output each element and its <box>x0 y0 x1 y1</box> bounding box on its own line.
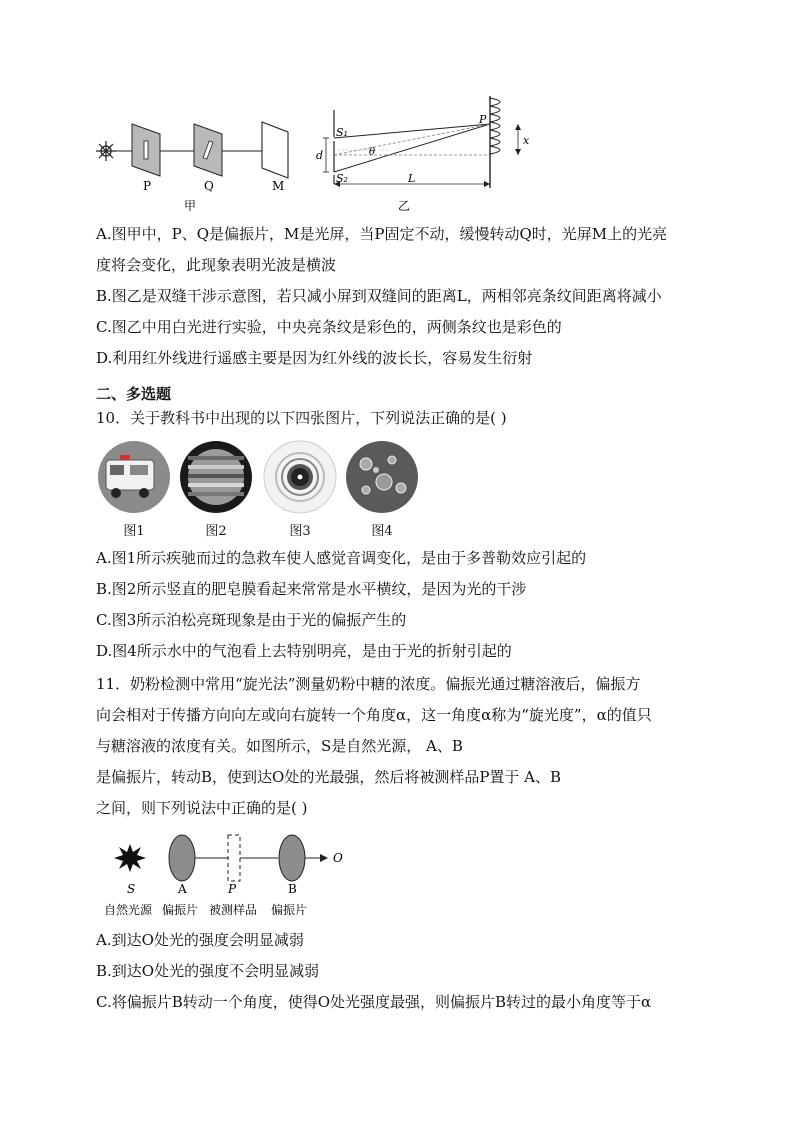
label-s: S <box>127 882 136 896</box>
ambulance-photo <box>98 441 170 513</box>
caption-polarizer-b: 偏振片 <box>271 903 308 917</box>
caption-polarizer-a: 偏振片 <box>162 903 199 917</box>
caption-fig4: 图4 <box>371 524 393 539</box>
label-d: d <box>316 149 324 162</box>
polarizer-a <box>169 835 195 881</box>
label-l: L <box>408 172 416 185</box>
caption-yi: 乙 <box>398 199 411 213</box>
natural-light-source-icon <box>114 844 146 872</box>
label-p-point: P <box>479 113 487 126</box>
q9-option-a: A.图甲中，P、Q是偏振片，M是光屏，当P固定不动，缓慢转动Q时，光屏M上的光亮 <box>96 225 668 243</box>
q9-option-a-cont: 度将会变化，此现象表明光波是横波 <box>96 256 337 274</box>
q11-option-b: B.到达O处光的强度不会明显减弱 <box>96 962 320 980</box>
q10-option-d: D.图4所示水中的气泡看上去特别明亮，是由于光的折射引起的 <box>96 642 512 660</box>
label-a: A <box>178 882 187 896</box>
label-theta: θ <box>369 147 376 158</box>
caption-fig2: 图2 <box>205 524 227 539</box>
q11-stem-line2: 向会相对于传播方向向左或向右旋转一个角度α，这一角度α称为“旋光度”，α的值只 <box>96 706 652 724</box>
q9-option-b: B.图乙是双缝干涉示意图，若只减小屏到双缝间的距离L，两相邻亮条纹间距离将减小 <box>96 287 662 305</box>
poisson-spot-photo <box>264 441 336 513</box>
label-s1: S₁ <box>336 126 348 139</box>
label-sample-p: P <box>228 882 237 896</box>
q11-stem-line4: 是偏振片，转动B，使到达O处的光最强，然后将被测样品P置于 A、B <box>96 768 562 786</box>
q11-option-a: A.到达O处光的强度会明显减弱 <box>96 931 304 949</box>
label-q: Q <box>204 179 214 193</box>
q10-option-a: A.图1所示疾驰而过的急救车使人感觉音调变化，是由于多普勒效应引起的 <box>96 549 587 567</box>
caption-sample: 被测样品 <box>209 903 258 917</box>
q10-option-b: B.图2所示竖直的肥皂膜看起来常常是水平横纹，是因为光的干涉 <box>96 580 527 598</box>
q10-figure-row <box>96 438 426 518</box>
figure-polarizer-and-double-slit <box>90 92 540 214</box>
caption-jia: 甲 <box>184 199 197 213</box>
label-m: M <box>272 179 285 193</box>
q11-stem-line3: 与糖溶液的浓度有关。如图所示，S是自然光源， A、B <box>96 737 463 755</box>
label-p: P <box>143 179 152 193</box>
q10-option-c: C.图3所示泊松亮斑现象是由于光的偏振产生的 <box>96 611 407 629</box>
label-s2: S₂ <box>336 172 348 185</box>
screen-m <box>262 122 288 178</box>
q11-stem-line1: 11．奶粉检测中常用“旋光法”测量奶粉中糖的浓度。偏振光通过糖溶液后，偏振方 <box>96 675 641 693</box>
q11-figure <box>96 830 356 920</box>
caption-fig3: 图3 <box>289 524 311 539</box>
q11-option-c: C.将偏振片B转动一个角度，使得O处光强度最强，则偏振片B转过的最小角度等于α <box>96 993 652 1011</box>
q9-option-d: D.利用红外线进行遥感主要是因为红外线的波长长，容易发生衍射 <box>96 349 533 367</box>
caption-natural-light: 自然光源 <box>104 903 153 917</box>
q11-stem-line5: 之间，则下列说法中正确的是( ) <box>96 799 308 817</box>
label-o: O <box>333 851 343 865</box>
q10-stem: 10．关于教科书中出现的以下四张图片，下列说法正确的是( ) <box>96 409 507 427</box>
caption-fig1: 图1 <box>123 524 145 539</box>
polarizer-b <box>279 835 305 881</box>
sample-p <box>228 835 240 881</box>
arrow-icon <box>320 854 328 862</box>
fringe-pattern <box>490 98 500 154</box>
q9-option-c: C.图乙中用白光进行实验，中央亮条纹是彩色的，两侧条纹也是彩色的 <box>96 318 562 336</box>
label-x: x <box>523 134 530 147</box>
label-b: B <box>288 882 297 896</box>
section-heading: 二、多选题 <box>96 385 172 403</box>
soap-film-photo <box>180 441 252 513</box>
bubbles-photo <box>346 441 418 513</box>
